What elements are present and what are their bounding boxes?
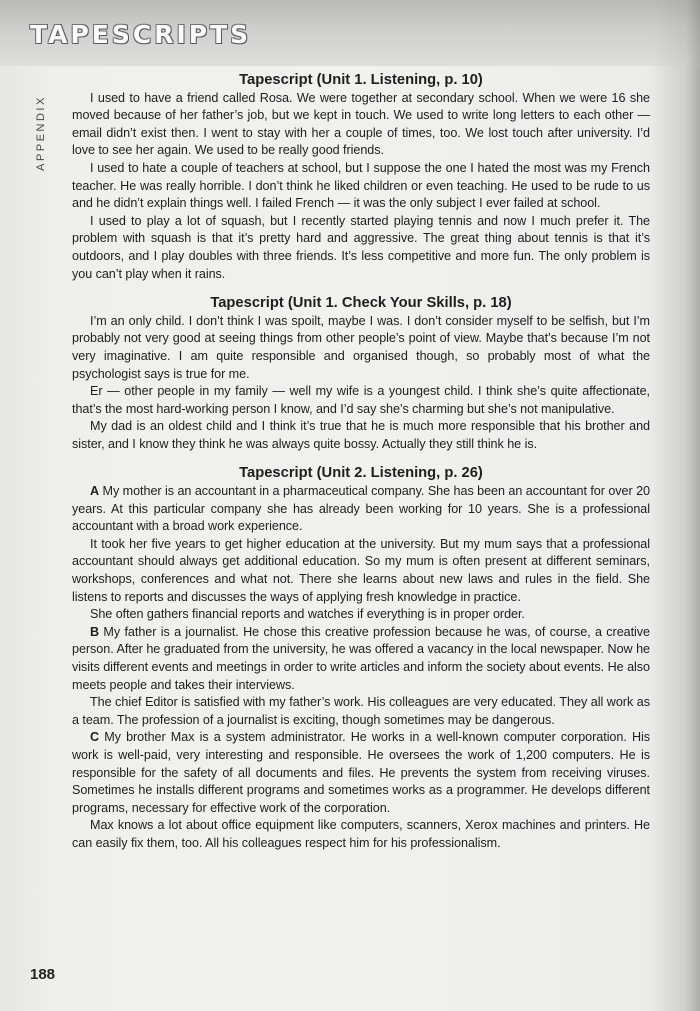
paragraph: I used to have a friend called Rosa. We were together at secondary school. When we were 16 she moved because of her father’s job, but we kept in touch. We used to write long letters to each other — email didn’t exist then. I went to stay with her a couple of times, too. We lost touch after university. I’d love to see her again. We used to be really good friends. [72, 90, 650, 158]
page-heading: TAPESCRIPTS [30, 20, 252, 49]
section-title: Tapescript (Unit 2. Listening, p. 26) [239, 465, 483, 482]
page-number: 188 [30, 966, 56, 983]
paragraph: Er — other people in my family — well my wife is a youngest child. I think she’s quite affectionate, that’s the most hard-working person I know, and I’d say she’s charming but she’s not manipulative. [72, 384, 650, 416]
paragraph: Max knows a lot about office equipment like computers, scanners, Xerox machines and printers. He can easily fix them, too. All his colleagues respect him for his professionalism. [72, 818, 650, 850]
section-title: Tapescript (Unit 1. Listening, p. 10) [239, 72, 483, 88]
paragraph-a [72, 483, 650, 536]
paragraph: The chief Editor is satisfied with my father’s work. His colleagues are very educated. They all work as a team. The profession of a journalist is exciting, though sometimes may be dangerous. [72, 695, 650, 727]
section-title: Tapescript (Unit 1. Check Your Skills, p. 18) [210, 295, 512, 312]
page-edge-shadow [652, 0, 700, 1011]
paragraph-c [72, 729, 650, 817]
header-band [0, 0, 700, 66]
paragraph-b [72, 624, 650, 694]
appendix-side-label [34, 78, 48, 188]
appendix-label-text: APPENDIX [35, 95, 47, 171]
paragraph: I’m an only child. I don’t think I was spoilt, maybe I was. I don’t consider myself to be selfish, but I’m probably not very good at seeing things from other people’s point of view. Maybe that’s because I’m not very imaginative. I am quite responsible and organised though, so probably most of what the psychologist says is true for me. [72, 313, 650, 381]
paragraph: I used to play a lot of squash, but I recently started playing tennis and now I much prefer it. The problem with squash is that it’s pretty hard and aggressive. The great thing about tennis is that it’s outdoors, and I play doubles with three friends. It’s less competitive and more fun. The only problem is you can’t play when it rains. [72, 213, 650, 281]
paragraph: My dad is an oldest child and I think it’s true that he is much more responsible that his brother and sister, and I know they think he was always quite bossy. Actually they still think he is. [72, 419, 650, 451]
paragraph-text: My mother is an accountant in a pharmaceutical company. She has been an accountant for over 20 years. At this particular company she has already been working for 10 years. She is a professional accountant with a broad work experience. [72, 484, 651, 534]
paragraph: She often gathers financial reports and watches if everything is in proper order. [90, 607, 525, 622]
speaker-letter-b: B [90, 624, 100, 639]
paragraph: I used to hate a couple of teachers at school, but I suppose the one I hated the most was my French teacher. He was really horrible. I don’t think he liked children or even teaching. He used to be rude to us and he didn’t explain things well. I failed French — it was the only subject I ever failed at school. [72, 160, 650, 211]
speaker-letter-c: C [90, 730, 100, 745]
paragraph-text: My father is a journalist. He chose this creative profession because he was, of course, a creative person. After he graduated from the university, he was offered a vacancy in the local newspaper. Now he visits different events and meetings in order to write articles and inform the society about events. He also meets people and takes their interviews. [72, 624, 651, 692]
speaker-letter-a: A [90, 484, 100, 499]
paragraph: It took her five years to get higher education at the university. But my mum says that a professional accountant should always get additional education. So my mum is often present at different seminars, workshops, conferences and what not. There she learns about new laws and rules in the field. She listens to reports and discusses the ways of applying fresh knowledge in practice. [72, 536, 650, 604]
tapescript-content [72, 72, 650, 853]
paragraph-text: My brother Max is a system administrator. He works in a well-known computer corporation. His work is well-paid, very interesting and responsible. He oversees the work of 1,200 computers. He is responsible for the safety of all documents and files. He prevents the system from receiving viruses. Sometimes he installs different programs and sometimes works as a programmer. He develops different programs, necessary for effective work of the corporation. [72, 730, 650, 815]
